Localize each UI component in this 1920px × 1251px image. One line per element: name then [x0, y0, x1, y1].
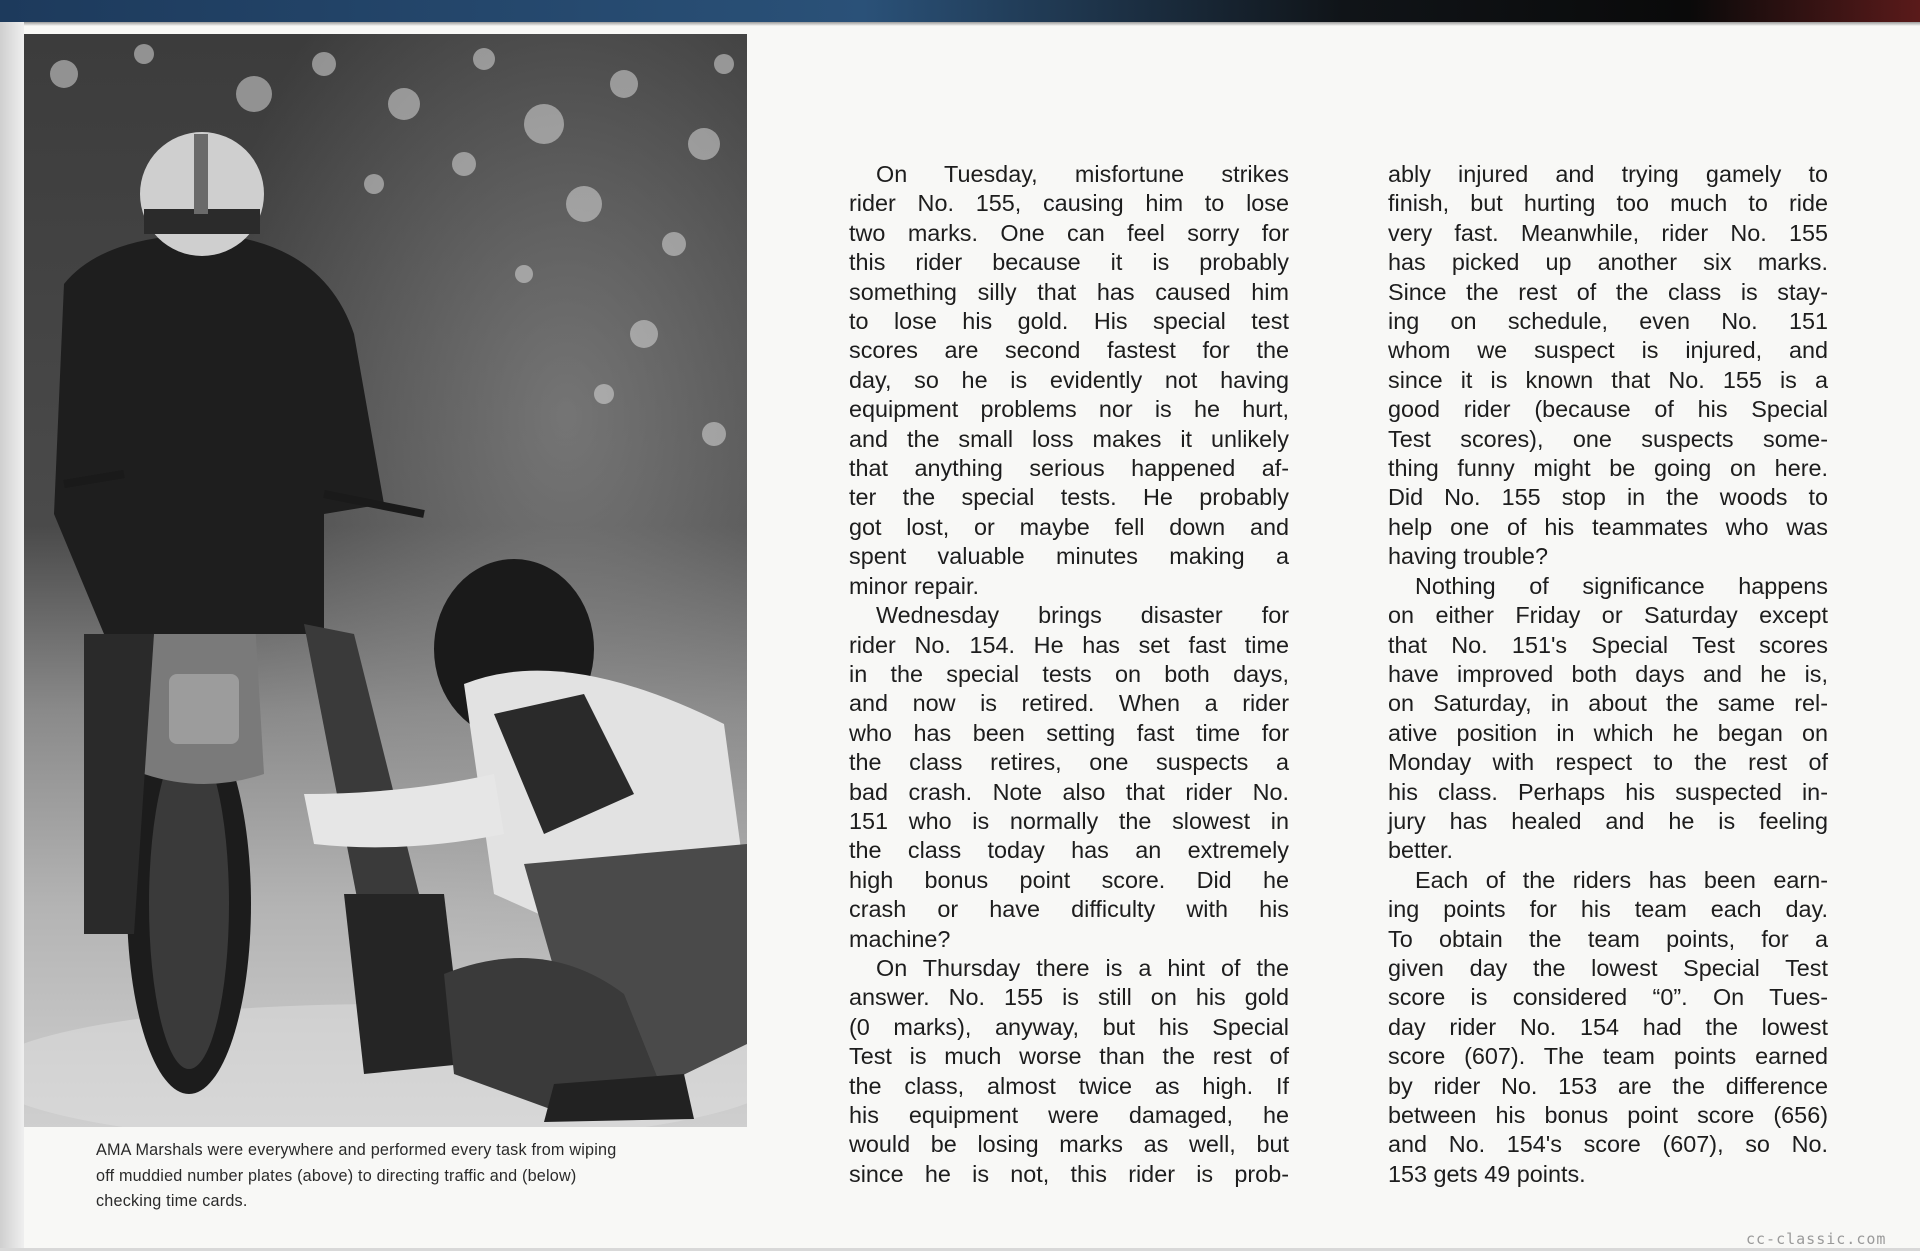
text-line: (0 marks), anyway, but his Special [849, 1013, 1289, 1040]
text-line: Each of the riders has been earn- [1415, 866, 1828, 893]
text-line: To obtain the team points, for a [1388, 925, 1828, 952]
text-line: Wednesday brings disaster for [876, 602, 1289, 629]
text-line: on Saturday, in about the same rel- [1388, 690, 1828, 717]
text-line: that anything serious happened af- [849, 455, 1289, 482]
text-line: and the small loss makes it unlikely [849, 425, 1289, 452]
text-line: On Tuesday, misfortune strikes [876, 161, 1289, 187]
text-line: crash or have difficulty with his [849, 896, 1289, 923]
text-line: on either Friday or Saturday except [1388, 602, 1828, 629]
article-column-1 [849, 160, 1289, 1189]
text-line: has picked up another six marks. [1388, 249, 1828, 276]
text-line: between his bonus point score (656) [1388, 1102, 1828, 1128]
text-line: got lost, or maybe fell down and [849, 513, 1289, 540]
text-line: in the special tests on both days, [849, 660, 1289, 687]
article-column-2 [1388, 160, 1828, 1189]
text-line: finish, but hurting too much to ride [1388, 190, 1828, 217]
text-line: by rider No. 153 are the difference [1388, 1072, 1828, 1099]
text-line: ative position in which he began on [1388, 719, 1828, 746]
text-line: jury has healed and he is feeling [1388, 807, 1828, 834]
text-line: ter the special tests. He probably [849, 484, 1289, 511]
photo-caption [96, 1138, 756, 1215]
text-line: spent valuable minutes making a [849, 543, 1289, 570]
text-line: rider No. 154. He has set fast time [849, 631, 1289, 658]
text-line: Test is much worse than the rest of [849, 1043, 1289, 1070]
text-line: the class today has an extremely [849, 837, 1289, 864]
text-line: score is considered “0”. On Tues- [1388, 984, 1828, 1011]
caption-line: off muddied number plates (above) to directing traffic and (below) [96, 1166, 577, 1185]
text-line: very fast. Meanwhile, rider No. 155 [1388, 219, 1828, 246]
text-line: Did No. 155 stop in the woods to [1388, 484, 1828, 511]
text-line: the class retires, one suspects a [849, 749, 1289, 776]
text-line: Nothing of significance happens [1415, 572, 1828, 599]
site-watermark: cc-classic.com [1746, 1230, 1887, 1248]
text-line: Monday with respect to the rest of [1388, 749, 1828, 776]
text-line: since he is not, this rider is prob- [849, 1160, 1289, 1187]
text-line: to lose his gold. His special test [849, 308, 1289, 335]
text-line: his equipment were damaged, he [849, 1102, 1289, 1128]
text-line: 153 gets 49 points. [1388, 1160, 1586, 1187]
text-line: two marks. One can feel sorry for [849, 219, 1289, 246]
text-line: scores are second fastest for the [849, 337, 1289, 364]
text-line: Since the rest of the class is stay- [1388, 278, 1828, 305]
text-line: equipment problems nor is he hurt, [849, 396, 1289, 423]
text-line: having trouble? [1388, 543, 1548, 570]
text-line: and No. 154's score (607), so No. [1388, 1131, 1828, 1158]
text-line: Test scores), one suspects some- [1388, 425, 1828, 452]
text-line: day, so he is evidently not having [849, 366, 1289, 393]
page-top-edge [0, 0, 1920, 22]
text-line: high bonus point score. Did he [849, 866, 1289, 893]
page-shadow [0, 22, 1920, 26]
text-line: that No. 151's Special Test scores [1388, 631, 1828, 658]
text-line: who has been setting fast time for [849, 719, 1289, 746]
text-line: and now is retired. When a rider [849, 690, 1289, 717]
text-line: whom we suspect is injured, and [1388, 337, 1828, 364]
text-line: help one of his teammates who was [1388, 513, 1828, 540]
text-line: have improved both days and he is, [1388, 660, 1828, 687]
text-line: ably injured and trying gamely to [1388, 161, 1828, 187]
text-line: machine? [849, 925, 951, 952]
text-line: rider No. 155, causing him to lose [849, 190, 1289, 217]
text-line: 151 who is normally the slowest in [849, 807, 1289, 834]
text-line: given day the lowest Special Test [1388, 954, 1828, 981]
text-line: bad crash. Note also that rider No. [849, 778, 1289, 805]
caption-line: AMA Marshals were everywhere and performed every task from wiping [96, 1141, 617, 1159]
caption-line: checking time cards. [96, 1192, 248, 1210]
page-gutter [0, 22, 24, 1251]
text-line: this rider because it is probably [849, 249, 1289, 276]
text-line: better. [1388, 837, 1454, 864]
text-line: would be losing marks as well, but [849, 1131, 1289, 1158]
text-line: ing points for his team each day. [1388, 896, 1828, 923]
text-line: day rider No. 154 had the lowest [1388, 1013, 1828, 1040]
text-line: something silly that has caused him [849, 278, 1289, 305]
text-line: his class. Perhaps his suspected in- [1388, 778, 1828, 805]
motorcycle-photo [24, 34, 747, 1127]
text-line: answer. No. 155 is still on his gold [849, 984, 1289, 1011]
text-line: the class, almost twice as high. If [849, 1072, 1289, 1099]
text-line: thing funny might be going on here. [1388, 455, 1828, 482]
text-line: good rider (because of his Special [1388, 396, 1828, 423]
text-line: minor repair. [849, 572, 979, 599]
text-line: score (607). The team points earned [1388, 1043, 1828, 1070]
text-line: On Thursday there is a hint of the [876, 954, 1289, 981]
text-line: since it is known that No. 155 is a [1388, 366, 1828, 393]
text-line: ing on schedule, even No. 151 [1388, 308, 1828, 335]
